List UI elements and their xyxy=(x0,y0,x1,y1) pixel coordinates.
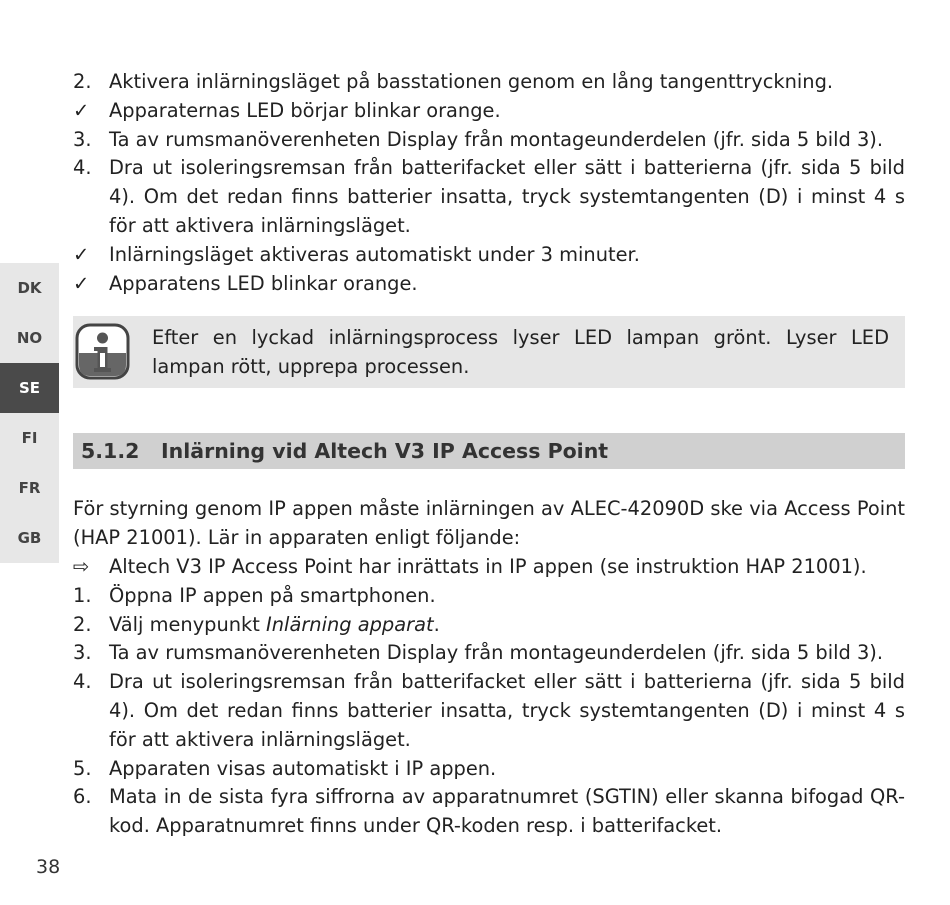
step-text-suffix: . xyxy=(433,612,440,636)
lang-tab-dk[interactable]: DK xyxy=(0,263,59,313)
page-content xyxy=(73,68,905,841)
step-text: Dra ut isoleringsremsan från batterifacket eller sätt i batterierna (jfr. sida 5 bild 4). Om det redan finns batterier insatta, tryck systemtangenten (D) i minst 4 s för att aktivera inlärningsläget. xyxy=(109,156,905,237)
step-marker: 1. xyxy=(73,583,92,607)
step-text xyxy=(109,611,905,640)
list-item xyxy=(73,755,905,784)
step-marker: 3. xyxy=(73,641,92,665)
section-number: 5.1.2 xyxy=(81,438,140,463)
check-icon: ✓ xyxy=(73,242,90,266)
list-item xyxy=(73,553,905,582)
steps-list-bottom xyxy=(73,553,905,841)
step-text: Mata in de sista fyra siffrorna av apparatnumret (SGTIN) eller skanna bifogad QR-kod. Apparatnumret finns under QR-koden resp. i batterifacket. xyxy=(109,785,905,838)
list-item xyxy=(73,783,905,841)
list-item xyxy=(73,154,905,240)
check-icon: ✓ xyxy=(73,98,90,122)
check-icon: ✓ xyxy=(73,271,90,295)
step-text: Apparaten visas automatiskt i IP appen. xyxy=(109,756,497,780)
list-item xyxy=(73,639,905,668)
step-text: Aktivera inlärningsläget på basstationen genom en lång tangenttryckning. xyxy=(109,70,834,93)
note-text: Efter en lyckad inlärningsprocess lyser LED lampan grönt. Lyser LED lampan rött, upprepa processen. xyxy=(152,326,889,379)
step-marker: 4. xyxy=(73,670,92,694)
info-icon xyxy=(75,323,130,380)
steps-list-top xyxy=(73,68,905,298)
step-text: Ta av rumsmanöverenheten Display från montageunderdelen (jfr. sida 5 bild 3). xyxy=(109,127,884,151)
step-marker: 3. xyxy=(73,127,92,151)
list-item xyxy=(73,97,905,126)
step-text: Altech V3 IP Access Point har inrättats in IP appen (se instruktion HAP 21001). xyxy=(109,554,867,578)
page-number: 38 xyxy=(36,856,61,878)
step-marker: 5. xyxy=(73,756,92,780)
lang-tab-no[interactable]: NO xyxy=(0,313,59,363)
step-text: Inlärningsläget aktiveras automatiskt under 3 minuter. xyxy=(109,242,640,266)
step-marker: 6. xyxy=(73,785,92,809)
section-title: Inlärning vid Altech V3 IP Access Point xyxy=(161,438,609,463)
info-note xyxy=(73,316,905,388)
list-item xyxy=(73,68,905,97)
step-text: Apparatens LED blinkar orange. xyxy=(109,271,418,295)
step-text: Öppna IP appen på smartphonen. xyxy=(109,583,436,607)
lang-tab-fr[interactable]: FR xyxy=(0,463,59,513)
arrow-right-icon: ⇨ xyxy=(73,554,90,578)
step-text-plain: Välj menypunkt xyxy=(109,612,267,636)
step-text: Dra ut isoleringsremsan från batterifacket eller sätt i batterierna (jfr. sida 5 bild 4). Om det redan finns batterier insatta, tryck systemtangenten (D) i minst 4 s för att aktivera inlärningsläget. xyxy=(109,670,905,751)
lang-tab-gb[interactable]: GB xyxy=(0,513,59,563)
lang-tab-se[interactable]: SE xyxy=(0,363,59,413)
list-item xyxy=(73,611,905,640)
language-tabs xyxy=(0,263,59,563)
list-item xyxy=(73,270,905,299)
intro-paragraph: För styrning genom IP appen måste inlärningen av ALEC-42090D ske via Access Point (HAP 21001). Lär in apparaten enligt följande: xyxy=(73,497,905,550)
lang-tab-fi[interactable]: FI xyxy=(0,413,59,463)
menu-item-name: Inlärning apparat xyxy=(266,612,434,636)
step-marker: 2. xyxy=(73,70,92,93)
section-heading xyxy=(73,433,905,469)
list-item xyxy=(73,241,905,270)
step-marker: 2. xyxy=(73,612,92,636)
step-text: Apparaternas LED börjar blinkar orange. xyxy=(109,98,501,122)
list-item xyxy=(73,668,905,754)
list-item xyxy=(73,582,905,611)
step-text: Ta av rumsmanöverenheten Display från montageunderdelen (jfr. sida 5 bild 3). xyxy=(109,641,884,665)
step-marker: 4. xyxy=(73,156,92,180)
list-item xyxy=(73,126,905,155)
